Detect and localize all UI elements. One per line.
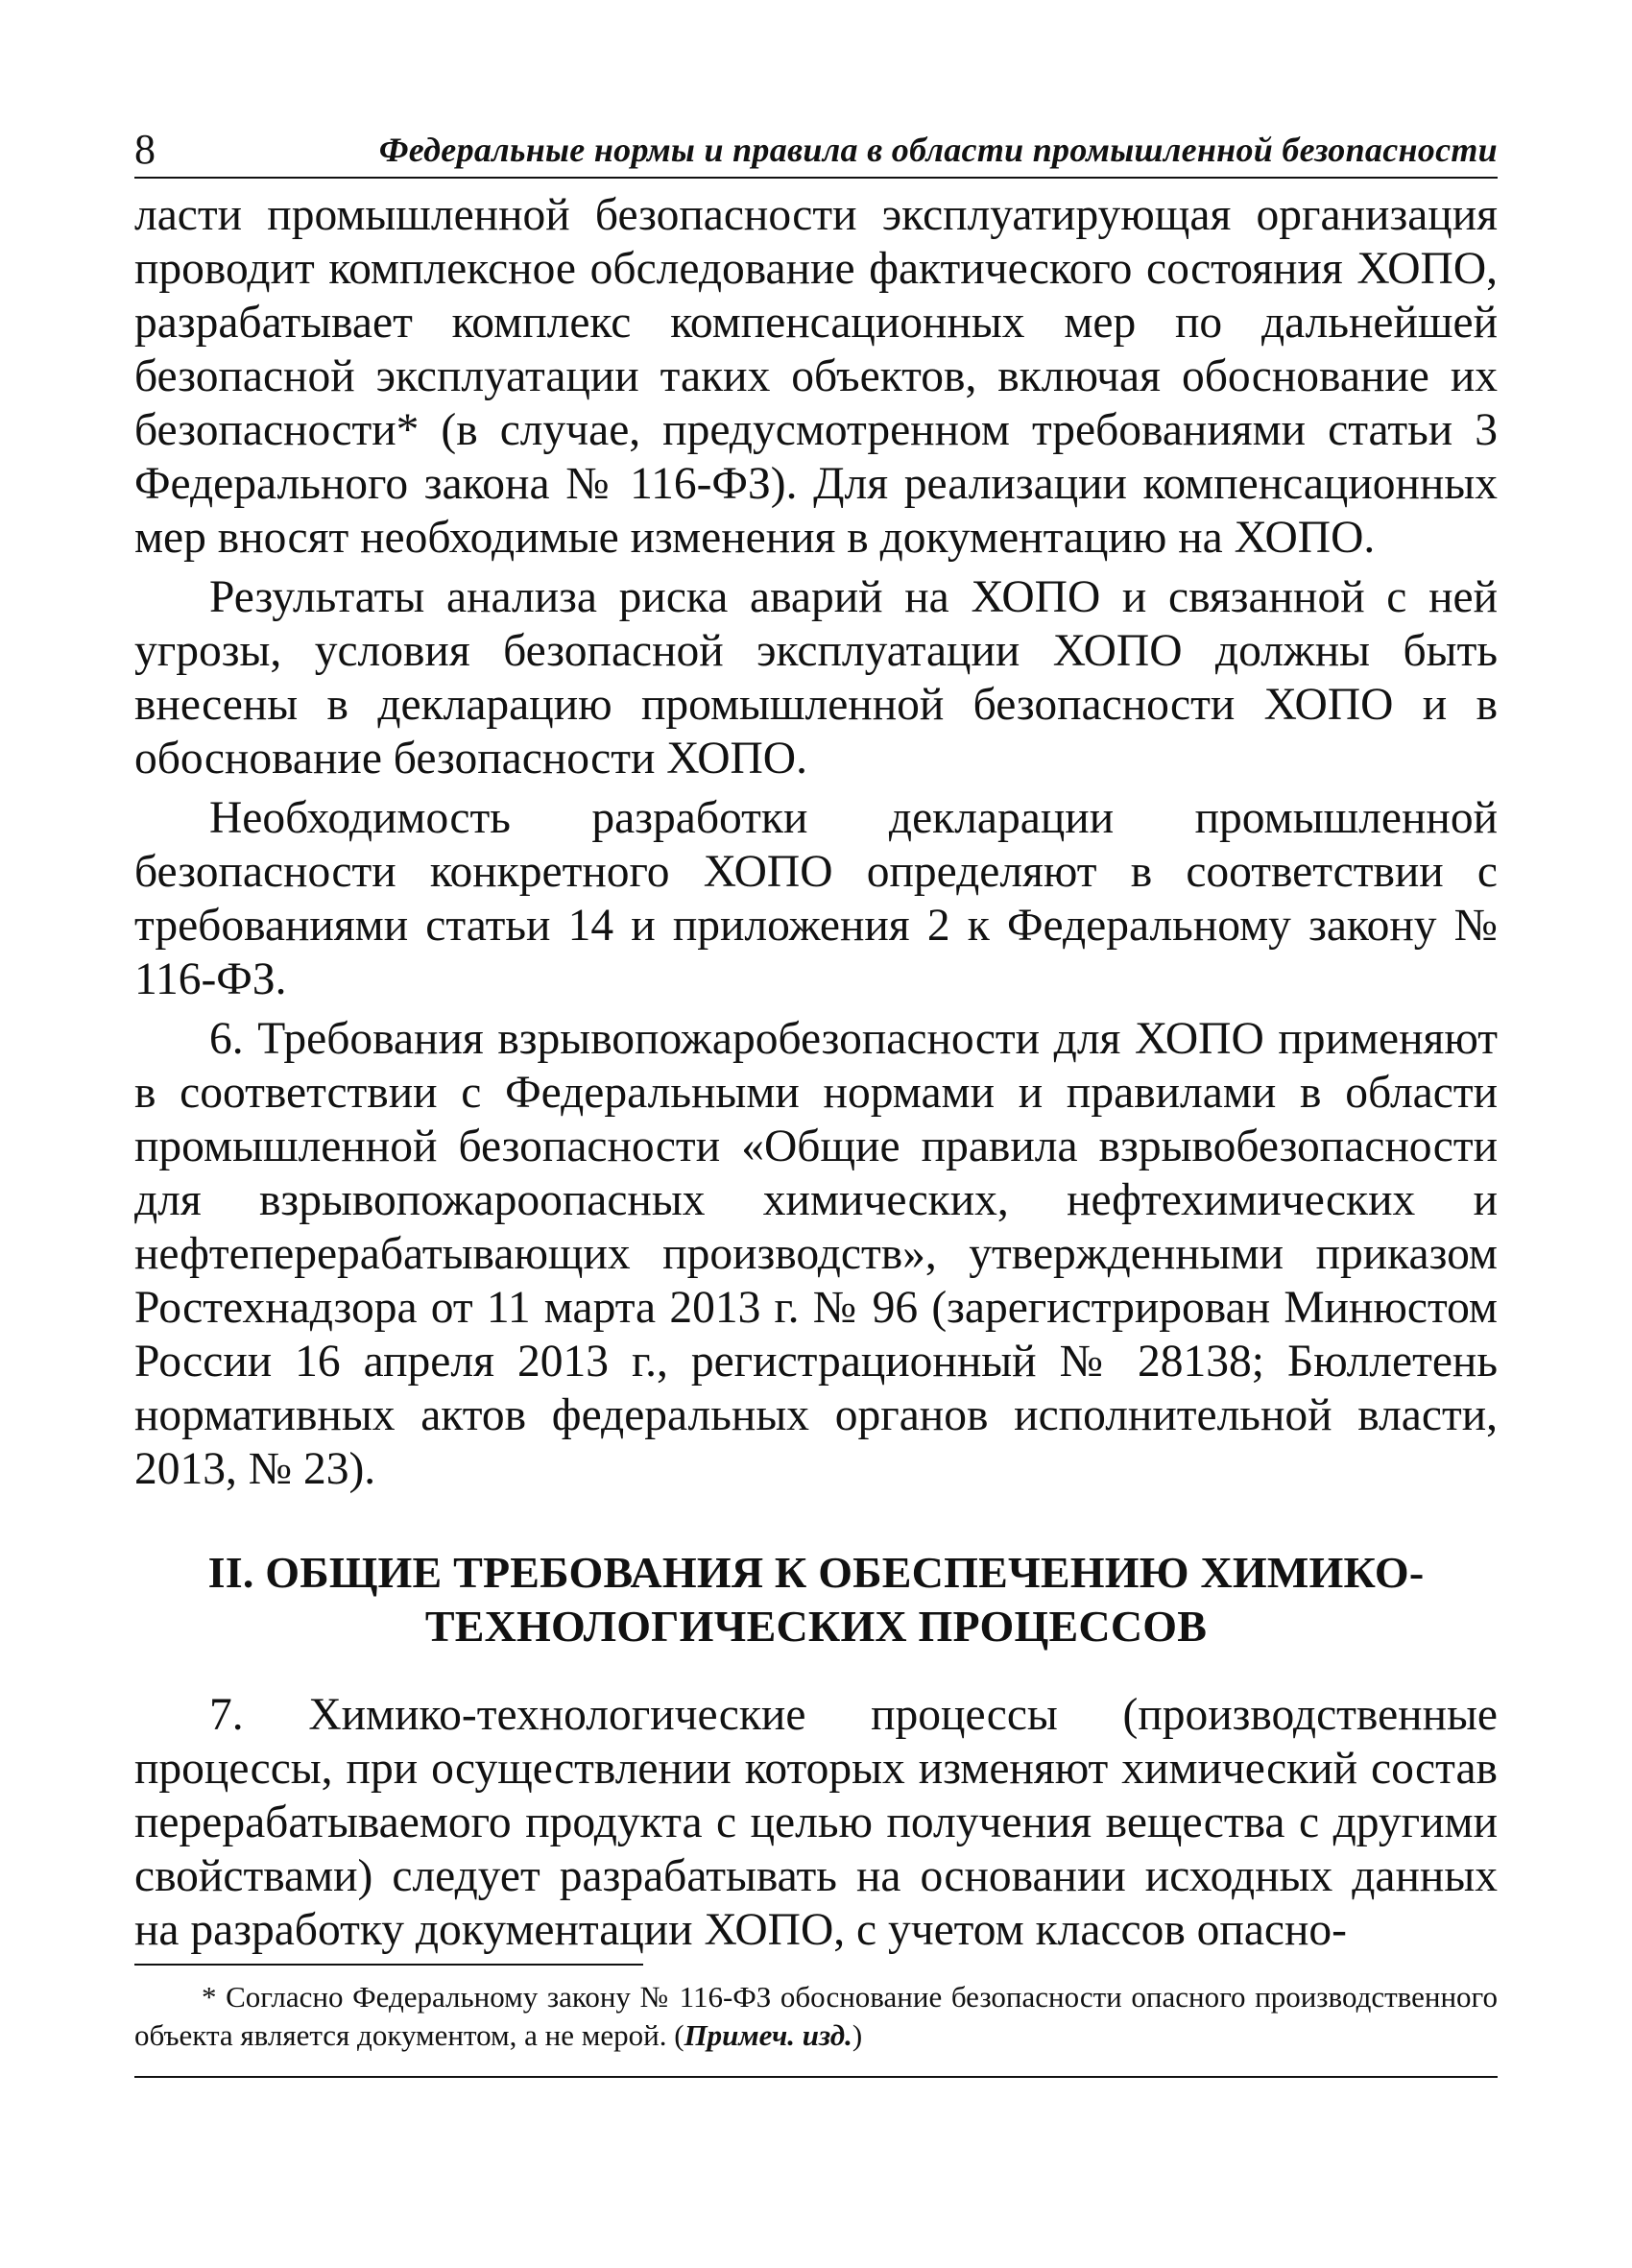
section-body xyxy=(134,1688,1498,1957)
section-heading-line-2: ТЕХНОЛОГИЧЕСКИХ ПРОЦЕССОВ xyxy=(424,1602,1208,1651)
paragraph-declaration: Необходимость разработки декларации промышленной безопасности конкретного ХОПО определяют в соответствии с требованиями статьи 14 и приложения 2 к Федеральному закону № 116-ФЗ. xyxy=(134,793,1498,1004)
footnote-note-label: Примеч. изд. xyxy=(684,2018,852,2052)
paragraph-item-7: 7. Химико-технологические процессы (производственные процессы, при осуществлении которых изменяют химический состав перерабатываемого продукта с целью получения вещества с другими свойствами) следует разрабатывать на основании исходных данных на разработку документации ХОПО, с учетом классов опасно- xyxy=(134,1690,1498,1955)
body-text xyxy=(134,188,1498,1496)
paragraph-risk-analysis: Результаты анализа риска аварий на ХОПО и связанной с ней угрозы, условия безопасной эксплуатации ХОПО должны быть внесены в декларацию промышленной безопасности ХОПО и в обоснование безопасности ХОПО. xyxy=(134,572,1498,784)
paragraph-continued: ласти промышленной безопасности эксплуатирующая организация проводит комплексное обследование фактического состояния ХОПО, разрабатывает комплекс компенсационных мер по дальнейшей безопасной эксплуатации таких объектов, включая обоснование их безопасности* (в случае, предусмотренном требованиями статьи 3 Федерального закона № 116-ФЗ). Для реализации компенсационных мер вносят необходимые изменения в документацию на ХОПО. xyxy=(134,190,1498,563)
bottom-rule xyxy=(134,2076,1498,2078)
section-heading xyxy=(163,1546,1469,1653)
running-title: Федеральные нормы и правила в области промышленной безопасности xyxy=(378,131,1498,169)
footnote-separator xyxy=(134,1964,643,1966)
footnote-close: ) xyxy=(852,2018,863,2052)
page-header xyxy=(134,123,1498,179)
page-number: 8 xyxy=(134,126,156,173)
paragraph-item-6: 6. Требования взрывопожаробезопасности для ХОПО применяют в соответствии с Федеральными нормами и правилами в области промышленной безопасности «Общие правила взрывобезопасности для взрывопожароопасных химических, нефтехимических и нефтеперерабатывающих производств», утвержденными приказом Ростехнадзора от 11 марта 2013 г. № 96 (зарегистрирован Минюстом России 16 апреля 2013 г., регистрационный № 28138; Бюллетень нормативных актов федеральных органов исполнительной власти, 2013, № 23). xyxy=(134,1014,1498,1494)
footnote xyxy=(134,1978,1498,2055)
section-heading-line-1: II. ОБЩИЕ ТРЕБОВАНИЯ К ОБЕСПЕЧЕНИЮ ХИМИКО- xyxy=(207,1548,1425,1597)
footnote-text: * Согласно Федеральному закону № 116-ФЗ обоснование безопасности опасного производственного объекта является документом, а не мерой. ( xyxy=(134,1980,1498,2052)
